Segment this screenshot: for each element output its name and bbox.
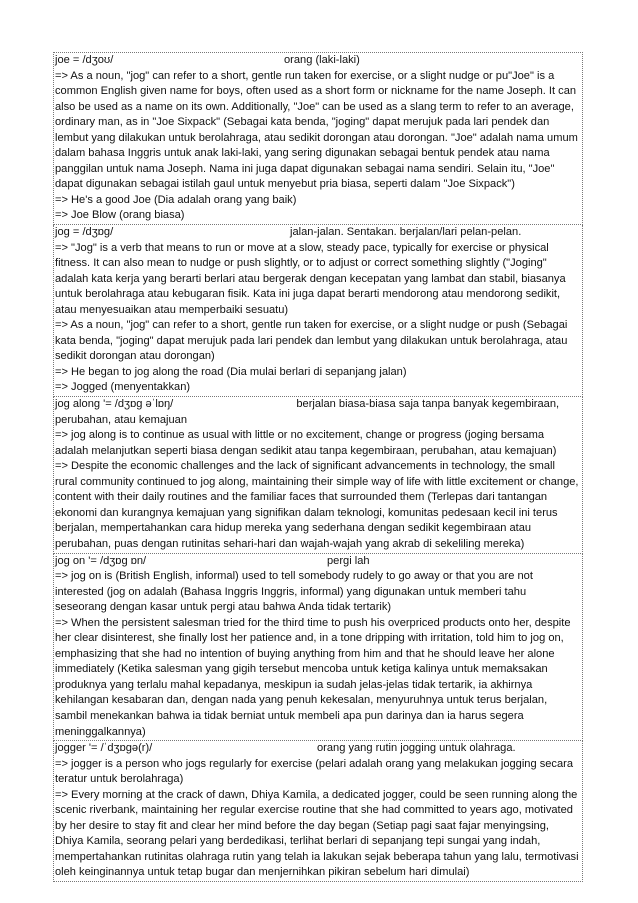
entry-headline — [55, 397, 580, 428]
entry-meaning: jalan-jalan. Sentakan. berjalan/lari pelan-pelan. — [290, 226, 522, 239]
entry-headline — [55, 225, 580, 241]
entry-definition: => "Jog" is a verb that means to run or move at a slow, steady pace, typically for exercise or physical fitness. It can also mean to nudge or push slightly, or to adjust or correct something slightly ("Joging" adalah kata kerja yang berarti berlari atau bergerak dengan kecepatan yang lambat dan stabil, biasanya untuk berolahraga atau kebugaran fisik. Kata ini juga dapat berarti mendorong atau mendorong sedikit, atau menyesuaikan atau memperbaiki sesuatu) — [55, 241, 566, 316]
entry-definition: => As a noun, "jog" can refer to a short, gentle run taken for exercise, or a slight nudge or pu"Joe" is a common English given name for boys, often used as a short form or nickname for the name Joseph. It can also be used as a name on its own. Additionally, "Joe" can be used as a slang term to refer to an average, ordinary man, as in "Joe Sixpack" (Sebagai kata benda, "joging" dapat merujuk pada lari pendek dan lembut yang dilakukan untuk berolahraga, atau sedikit dorongan atau dorongan. "Joe" adalah nama umum dalam bahasa Inggris untuk anak laki-laki, yang sering digunakan sebagai bentuk pendek atau nama panggilan untuk nama Joseph. Nama ini juga dapat digunakan sebagai nama sendiri. Selain itu, "Joe" dapat digunakan sebagai istilah gaul untuk menyebut pria biasa, seperti dalam "Joe Sixpack") — [55, 69, 578, 191]
entry-meaning: berjalan biasa-biasa saja tanpa banyak kegembiraan, perubahan, atau kemajuan — [55, 398, 560, 426]
entry-example: => Jogged (menyentakkan) — [55, 381, 191, 394]
entry-term: joe = /dʒoʊ/ — [55, 54, 114, 66]
entry-meaning: pergi lah — [327, 554, 370, 567]
entry-headline — [55, 741, 580, 757]
entry-definition: => jog along is to continue as usual with little or no excitement, change or progress (joging bersama adalah melanjutkan seperti biasa dengan sedikit atau tanpa kegembiraan, perubahan, atau kemajuan) — [55, 429, 557, 457]
entry-meaning: orang (laki-laki) — [284, 54, 360, 66]
entry-definition: => As a noun, "jog" can refer to a short, gentle run taken for exercise, or a slight nudge or push (Sebagai kata benda, "joging" dapat merujuk pada lari pendek dan lembut yang dilakukan untuk berolahraga, atau sedikit dorongan atau dorongan) — [55, 319, 568, 363]
entry-term: jog on '= /dʒɒg ɒn/ — [55, 554, 147, 567]
entry-example: => He's a good Joe (Dia adalah orang yang baik) — [55, 193, 297, 206]
entry-jog — [53, 225, 583, 397]
entry-meaning: orang yang rutin jogging untuk olahraga. — [317, 742, 516, 755]
entry-joe — [53, 52, 583, 225]
entry-example: => Joe Blow (orang biasa) — [55, 209, 185, 222]
entry-example: => He began to jog along the road (Dia mulai berlari di sepanjang jalan) — [55, 365, 407, 378]
entry-term: jog along '= /dʒɒg əˈlɒŋ/ — [55, 398, 174, 411]
entry-example: => When the persistent salesman tried for the third time to push his overpriced products onto her, despite her clear disinterest, she finally lost her patience and, in a tone dripping with irritation, told him to jog on, emphasizing that she had no intention of buying anything from him and that he should leave her alone immediately (Ketika salesman yang gigih tersebut mencoba untuk ketiga kalinya untuk memaksakan produknya yang terlalu mahal kepadanya, meskipun ia sudah jelas-jelas tidak tertarik, ia akhirnya kehilangan kesabaran dan, dengan nada yang penuh kekesalan, menyuruhnya untuk terus berjalan, sambil menekankan bahwa ia tidak berniat untuk membeli apa pun darinya dan ia harus segera meninggalkannya) — [55, 616, 571, 738]
entry-headline — [55, 53, 580, 69]
entry-term: jogger '= /ˈdʒɒgə(r)/ — [55, 742, 153, 755]
entry-definition: => jog on is (British English, informal) used to tell somebody rudely to go away or that you are not interested (jog on adalah (Bahasa Inggris Inggris, informal) yang digunakan untuk memberi tahu seseorang dengan kasar untuk pergi atau bahwa Anda tidak tertarik) — [55, 570, 533, 614]
entry-jog-on — [53, 554, 583, 742]
entry-term: jog = /dʒɒg/ — [55, 226, 114, 239]
dictionary-page — [53, 52, 583, 882]
entry-example: => Every morning at the crack of dawn, Dhiya Kamila, a dedicated jogger, could be seen running along the scenic riverbank, maintaining her regular exercise routine that she had committed to years ago, motivated by her desire to stay fit and clear her mind before the day began (Setiap pagi saat fajar menyingsing, Dhiya Kamila, seorang pelari yang berdedikasi, terlihat berlari di sepanjang tepi sungai yang indah, mempertahankan rutinitas olahraga rutin yang telah ia lakukan sejak beberapa tahun yang lalu, termotivasi oleh keinginannya untuk tetap bugar dan menjernihkan pikiran sebelum hari dimulai) — [55, 788, 579, 879]
entry-example: => Despite the economic challenges and the lack of significant advancements in technology, the small rural community continued to jog along, maintaining their simple way of life with little excitement or change, content with their daily routines and the familiar faces that surrounded them (Terlepas dari tantangan ekonomi dan kurangnya kemajuan yang signifikan dalam teknologi, komunitas pedesaan kecil ini terus berjalan, mempertahankan cara hidup mereka yang sederhana dengan sedikit kegembiraan atau perubahan, puas dengan rutinitas sehari-hari dan wajah-wajah yang akrab di sekeliling mereka) — [55, 460, 579, 550]
entry-headline — [55, 554, 580, 570]
entry-definition: => jogger is a person who jogs regularly for exercise (pelari adalah orang yang melakukan jogging secara teratur untuk berolahraga) — [55, 757, 574, 786]
entry-jog-along — [53, 397, 583, 553]
entry-jogger — [53, 741, 583, 882]
